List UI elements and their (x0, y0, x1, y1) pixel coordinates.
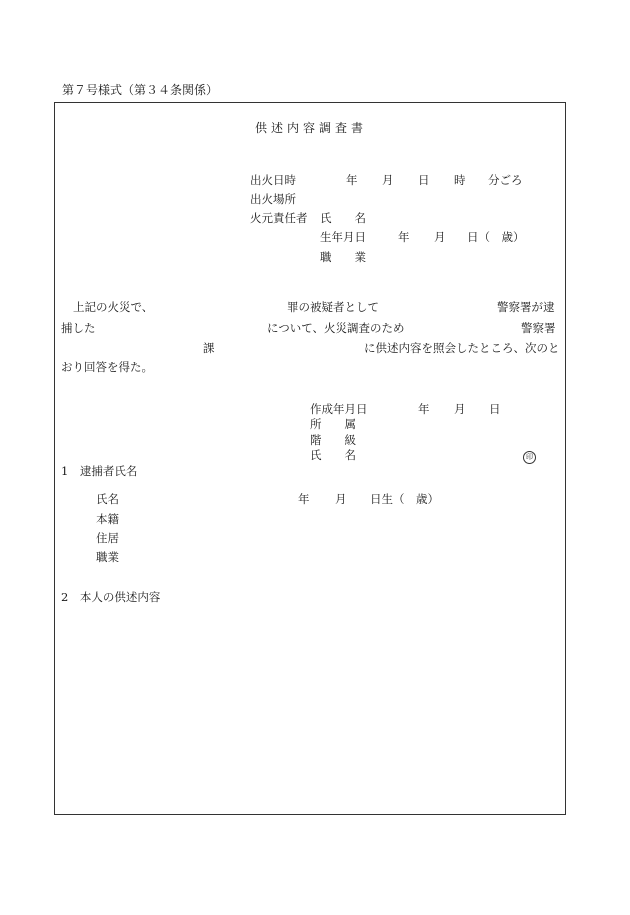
body-line2-start: 捕した (61, 321, 96, 335)
body-line2-end: 警察署 (521, 321, 556, 335)
document-title: 供述内容調査書 (255, 121, 368, 135)
responsible-birthdate-label: 生年月日 (320, 230, 366, 244)
seal-mark-icon: 印 (523, 448, 536, 464)
body-line3-end: に供述内容を照会したところ、次のと (364, 341, 560, 355)
responsible-name-label: 氏 名 (320, 211, 366, 225)
author-affiliation-label: 所 属 (310, 417, 356, 431)
fire-hour: 時 (454, 173, 466, 187)
fire-minute-approx: 分ごろ (488, 173, 523, 187)
body-line1-middle: 罪の被疑者として (287, 300, 379, 314)
body-line2-middle: について、火災調査のため (267, 321, 405, 335)
fire-day: 日 (418, 173, 430, 187)
author-day: 日 (489, 402, 501, 416)
arrestee-name-label: 氏名 (96, 492, 119, 506)
fire-datetime-label: 出火日時 (250, 173, 296, 187)
responsible-birth-month: 月 (434, 230, 446, 244)
fire-place-label: 出火場所 (250, 192, 296, 206)
author-created-label: 作成年月日 (310, 402, 368, 416)
body-line1-end: 警察署が逮 (497, 300, 555, 314)
arrestee-occupation-label: 職業 (96, 550, 119, 564)
body-line4: おり回答を得た。 (61, 360, 153, 374)
arrestee-domicile-label: 本籍 (96, 512, 119, 526)
responsible-occupation-label: 職 業 (320, 250, 366, 264)
responsible-birth-year: 年 (398, 230, 410, 244)
author-year: 年 (418, 402, 430, 416)
fire-month: 月 (382, 173, 394, 187)
section2-heading: 2 本人の供述内容 (61, 590, 161, 604)
section1-heading: 1 逮捕者氏名 (61, 464, 138, 478)
fire-responsible-label: 火元責任者 (250, 211, 308, 225)
form-number: 第７号様式（第３４条関係） (62, 83, 219, 97)
body-line1-start: 上記の火災で、 (73, 300, 154, 314)
author-name-label: 氏 名 (310, 448, 356, 462)
arrestee-birth-year: 年 (298, 492, 310, 506)
arrestee-residence-label: 住居 (96, 531, 119, 545)
fire-year: 年 (346, 173, 358, 187)
author-month: 月 (454, 402, 466, 416)
responsible-birth-day-age: 日（ 歳） (467, 230, 525, 244)
author-rank-label: 階 級 (310, 433, 356, 447)
arrestee-birth-month: 月 (335, 492, 347, 506)
body-line3-start: 課 (203, 341, 215, 355)
arrestee-birth-age: 日生（ 歳） (370, 492, 439, 506)
form-frame (54, 102, 566, 815)
